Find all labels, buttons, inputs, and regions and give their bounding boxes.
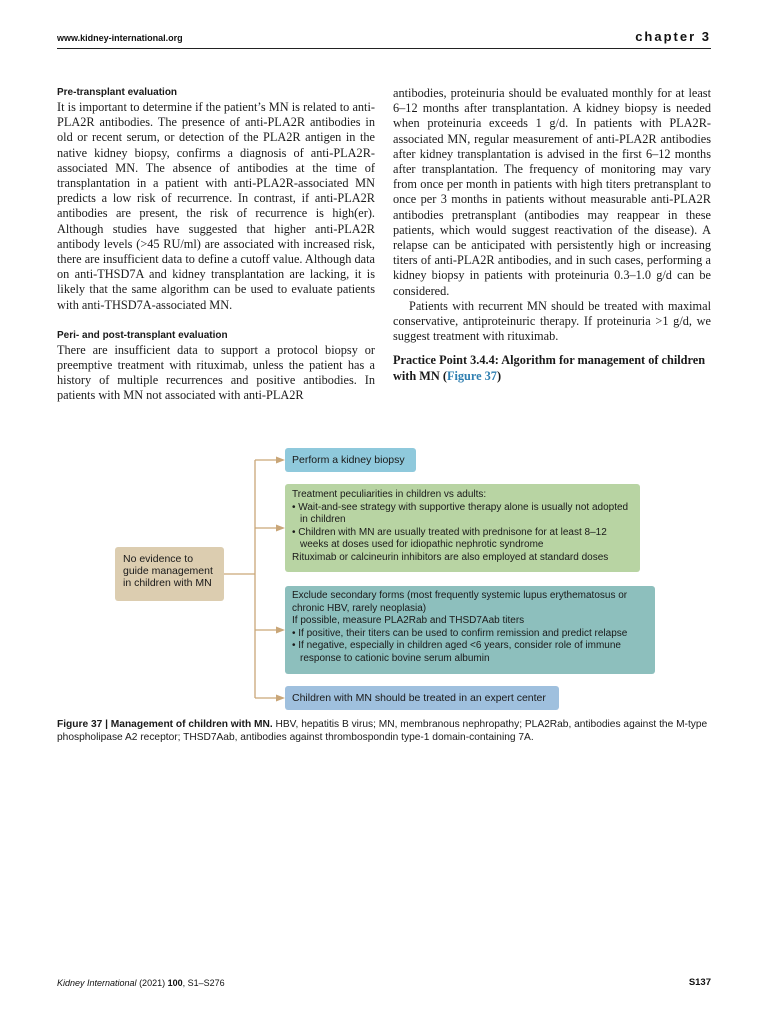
exclude-line: Exclude secondary forms (most frequently systemic lupus erythematosus or chronic HBV, rarely neoplasia)	[292, 590, 628, 614]
exclude-secondary-box	[285, 586, 655, 674]
exclude-bullet: • If negative, especially in children aged <6 years, consider role of immune response to cationic bovine serum albumin	[292, 640, 621, 664]
section-heading-peri-post: Peri- and post-transplant evaluation	[57, 329, 228, 341]
practice-point-close: )	[496, 368, 502, 383]
chapter-label: chapter 3	[635, 29, 711, 44]
exclude-bullet: • If positive, their titers can be used to confirm remission and predict relapse	[292, 627, 628, 639]
header-divider	[57, 48, 711, 49]
figure-caption-text: HBV, hepatitis B virus; MN, membranous nephropathy; PLA2Rab, antibodies against the M-type phospholipase A2 receptor; THSD7Aab, antibodies against thrombospondin type-1 domain-containing 7A.	[57, 719, 708, 743]
practice-point-text: Practice Point 3.4.4: Algorithm for management of children with MN (	[393, 353, 706, 383]
figure-caption-label: Figure 37 | Management of children with MN.	[57, 719, 273, 730]
management-flowchart	[110, 446, 660, 716]
figure-caption	[57, 718, 711, 744]
left-column	[57, 86, 375, 404]
figure-37-link[interactable]: Figure 37	[446, 368, 497, 383]
section-heading-pretransplant: Pre-transplant evaluation	[57, 87, 178, 98]
kidney-biopsy-box: Perform a kidney biopsy	[285, 448, 416, 472]
no-evidence-box	[115, 547, 224, 601]
arrowhead-icon	[276, 457, 285, 464]
exclude-line: If possible, measure PLA2Rab and THSD7Aab titers	[292, 615, 525, 626]
treatment-peculiarities-box	[285, 484, 640, 572]
footer-journal: Kidney International	[57, 978, 137, 988]
arrowhead-icon	[276, 627, 285, 634]
footer-year: (2021)	[136, 978, 168, 988]
no-evidence-line: in children with MN	[123, 577, 212, 589]
no-evidence-line: guide management	[123, 565, 213, 577]
expert-center-box: Children with MN should be treated in an expert center	[285, 686, 559, 710]
paragraph-recurrent-mn: Patients with recurrent MN should be treated with maximal conservative, antiproteinuric therapy. If proteinuria >1 g/d, we suggest treatment with rituximab.	[393, 298, 711, 344]
paragraph-peri-post: There are insufficient data to support a protocol biopsy or preemptive treatment with rituximab, unless the patient has a history of multiple recurrences and positive antibodies. In patients with MN not associated with anti-PLA2R	[57, 342, 375, 403]
right-column	[393, 86, 711, 384]
paragraph-continued: antibodies, proteinuria should be evaluated monthly for at least 6–12 months after transplantation. A kidney biopsy is needed when proteinuria exceeds 1 g/d. In patients with PLA2R-associated MN, regular measurement of anti-PLA2R antibodies after kidney transplantation is advised in the first 6–12 months after transplantation. The frequency of monitoring may vary from once per month in patients with high titers pretransplant to once per 3 months in patients without measurable anti-PLA2R antibodies pretransplant (antibodies may reappear in these patients, which would suggest reactivation of the disease). A relapse can be anticipated with persistently high or increasing titers of anti-PLA2R antibodies, and in such cases, performing a kidney biopsy in patients with proteinuria 0.3–1.0 g/d can be considered.	[393, 86, 711, 298]
treatment-bullet: • Wait-and-see strategy with supportive therapy alone is usually not adopted in children	[292, 501, 629, 525]
page-number: S137	[688, 977, 711, 988]
footer-pages: , S1–S276	[182, 978, 225, 988]
journal-url: www.kidney-international.org	[57, 33, 183, 43]
treatment-line: Rituximab or calcineurin inhibitors are also employed at standard doses	[292, 551, 609, 563]
arrowhead-icon	[276, 525, 285, 532]
no-evidence-line: No evidence to	[123, 553, 194, 565]
paragraph-pretransplant: It is important to determine if the patient’s MN is related to anti-PLA2R antibodies. The presence of anti-PLA2R antibodies in old or recent serum, or detection of the PLA2R antigen in the native kidney biopsy, confirms a diagnosis of anti-PLA2R-associated MN. The absence of antibodies at the time of transplantation in a patient with anti-PLA2R-associated MN predicts a low risk of recurrence. In contrast, if anti-PLA2R antibodies are present, the risk of recurrence is high(er). Although studies have suggested that higher anti-PLA2R antibody levels (>45 RU/ml) are associated with increased risk, there are insufficient data to define a cutoff value. Although data on anti-THSD7A and kidney transplantation are lacking, it is likely that the same algorithm can be used to evaluate patients with anti-THSD7A-associated MN.	[57, 100, 375, 312]
treatment-bullet: • Children with MN are usually treated with prednisone for at least 8–12 weeks at doses used for idiopathic nephrotic syndrome	[292, 526, 607, 550]
arrowhead-icon	[276, 695, 285, 702]
footer-citation	[57, 978, 225, 988]
footer-volume: 100	[167, 978, 183, 988]
practice-point-heading	[393, 353, 711, 383]
treatment-heading: Treatment peculiarities in children vs adults:	[292, 489, 487, 500]
